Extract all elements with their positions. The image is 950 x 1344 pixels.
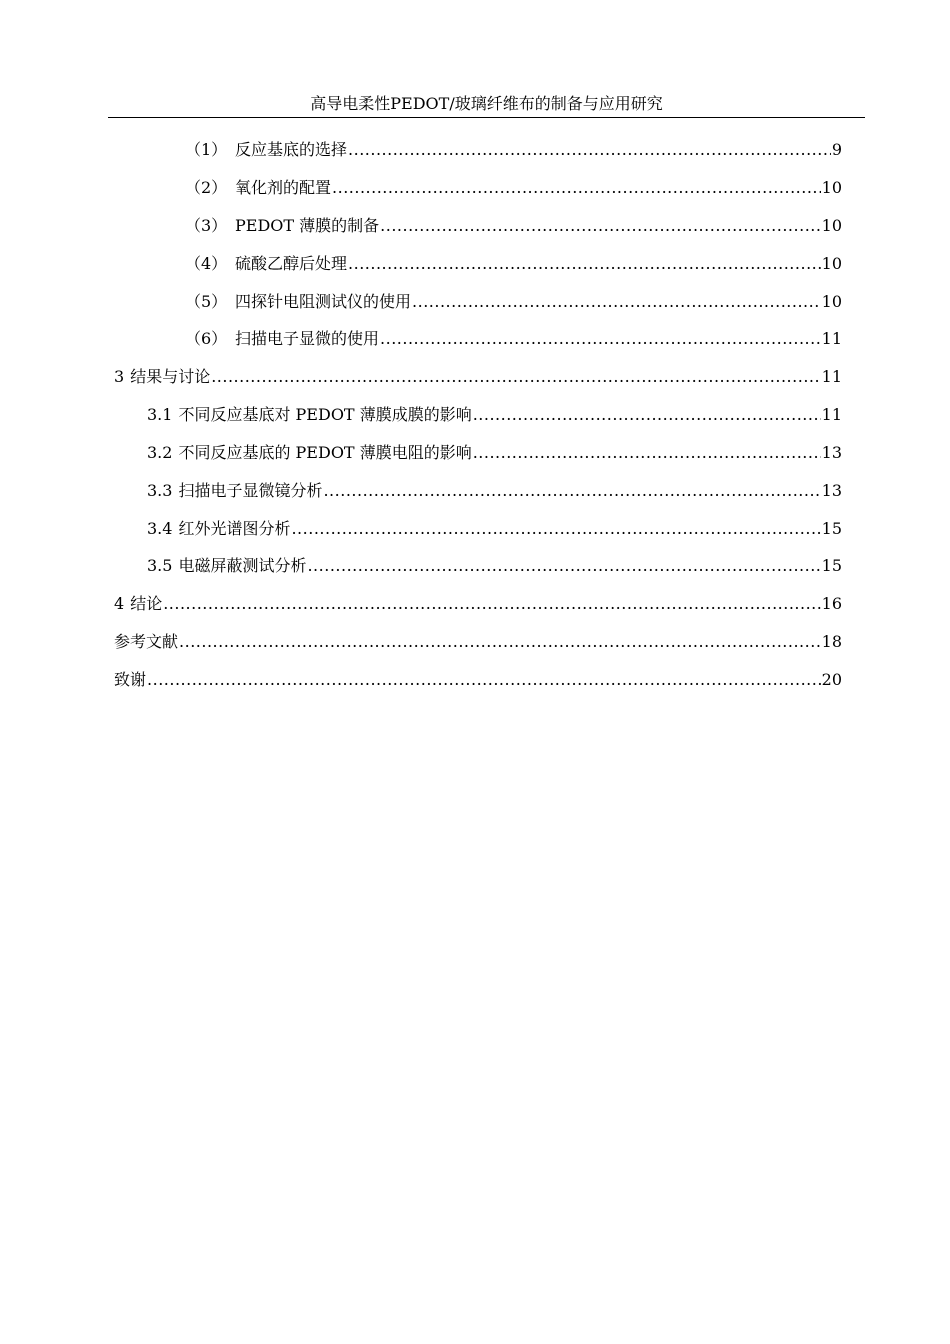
toc-entry-title: 红外光谱图分析 — [178, 519, 291, 538]
toc-entry-page: 16 — [821, 594, 842, 613]
toc-entry-3-1[interactable] — [147, 403, 842, 427]
toc-entry-page: 10 — [821, 254, 842, 273]
toc-dot-leader — [163, 592, 820, 616]
toc-entry-3-5[interactable] — [147, 554, 842, 578]
toc-entry-title: 四探针电阻测试仪的使用 — [235, 292, 412, 311]
toc-dot-leader — [348, 138, 831, 162]
toc-entry-3-4[interactable] — [147, 517, 842, 541]
toc-entry-3-3[interactable] — [147, 479, 842, 503]
toc-dot-leader — [211, 365, 820, 389]
toc-entry-number: （2） — [185, 178, 228, 197]
toc-entry-title: PEDOT 薄膜的制备 — [235, 216, 380, 235]
toc-entry-title: 致谢 — [114, 670, 147, 689]
toc-entry-title: 结论 — [130, 594, 163, 613]
toc-dot-leader — [147, 668, 821, 692]
toc-dot-leader — [291, 517, 820, 541]
toc-entry-number: 3.2 — [147, 443, 173, 462]
toc-entry-number: 4 — [114, 594, 125, 613]
toc-dot-leader — [348, 252, 821, 276]
toc-entry-page: 11 — [821, 367, 842, 386]
toc-entry-2-4-3[interactable] — [185, 214, 842, 238]
toc-dot-leader — [473, 441, 821, 465]
toc-entry-2-4-1[interactable] — [185, 138, 842, 162]
toc-dot-leader — [380, 327, 821, 351]
toc-entry-2-4-6[interactable] — [185, 327, 842, 351]
toc-entry-page: 18 — [821, 632, 842, 651]
toc-entry-page: 13 — [821, 443, 842, 462]
toc-entry-page: 15 — [821, 556, 842, 575]
toc-entry-2-4-5[interactable] — [185, 290, 842, 314]
toc-entry-page: 10 — [821, 178, 842, 197]
toc-entry-2-4-4[interactable] — [185, 252, 842, 276]
toc-entry-number: 3 — [114, 367, 125, 386]
toc-entry-4[interactable] — [114, 592, 842, 616]
toc-entry-page: 10 — [821, 216, 842, 235]
toc-entry-number: （3） — [185, 216, 228, 235]
toc-entry-acknowledgements[interactable] — [114, 668, 842, 692]
toc-entry-title: 扫描电子显微的使用 — [235, 329, 380, 348]
toc-entry-references[interactable] — [114, 630, 842, 654]
toc-dot-leader — [323, 479, 820, 503]
toc-entry-number: （1） — [185, 140, 228, 159]
toc-dot-leader — [332, 176, 821, 200]
toc-entry-title: 反应基底的选择 — [235, 140, 348, 159]
header-rule — [108, 117, 865, 118]
toc-entry-title: 电磁屏蔽测试分析 — [178, 556, 307, 575]
toc-entry-title: 氧化剂的配置 — [235, 178, 332, 197]
toc-entry-page: 10 — [821, 292, 842, 311]
toc-entry-number: 3.4 — [147, 519, 173, 538]
toc-dot-leader — [473, 403, 821, 427]
toc-entry-title: 不同反应基底的 PEDOT 薄膜电阻的影响 — [178, 443, 472, 462]
toc-dot-leader — [307, 554, 820, 578]
toc-entry-number: 3.5 — [147, 556, 173, 575]
toc-entry-page: 11 — [821, 405, 842, 424]
toc-dot-leader — [380, 214, 820, 238]
toc-entry-page: 9 — [831, 140, 842, 159]
toc-entry-title: 硫酸乙醇后处理 — [235, 254, 348, 273]
toc-entry-title: 扫描电子显微镜分析 — [178, 481, 323, 500]
toc-entry-number: （4） — [185, 254, 228, 273]
page-header-title: 高导电柔性PEDOT/玻璃纤维布的制备与应用研究 — [310, 94, 663, 113]
toc-entry-title: 结果与讨论 — [130, 367, 211, 386]
toc-entry-title: 参考文献 — [114, 632, 179, 651]
toc-entry-page: 13 — [821, 481, 842, 500]
toc-entry-page: 20 — [821, 670, 842, 689]
toc-entry-number: （5） — [185, 292, 228, 311]
toc-entry-number: 3.1 — [147, 405, 173, 424]
toc-entry-3-2[interactable] — [147, 441, 842, 465]
toc-entry-3[interactable] — [114, 365, 842, 389]
toc-entry-number: 3.3 — [147, 481, 173, 500]
toc-entry-title: 不同反应基底对 PEDOT 薄膜成膜的影响 — [178, 405, 472, 424]
toc-dot-leader — [412, 290, 821, 314]
toc-entry-page: 11 — [821, 329, 842, 348]
toc-entry-page: 15 — [821, 519, 842, 538]
toc-entry-number: （6） — [185, 329, 228, 348]
toc-dot-leader — [179, 630, 821, 654]
toc-entry-2-4-2[interactable] — [185, 176, 842, 200]
